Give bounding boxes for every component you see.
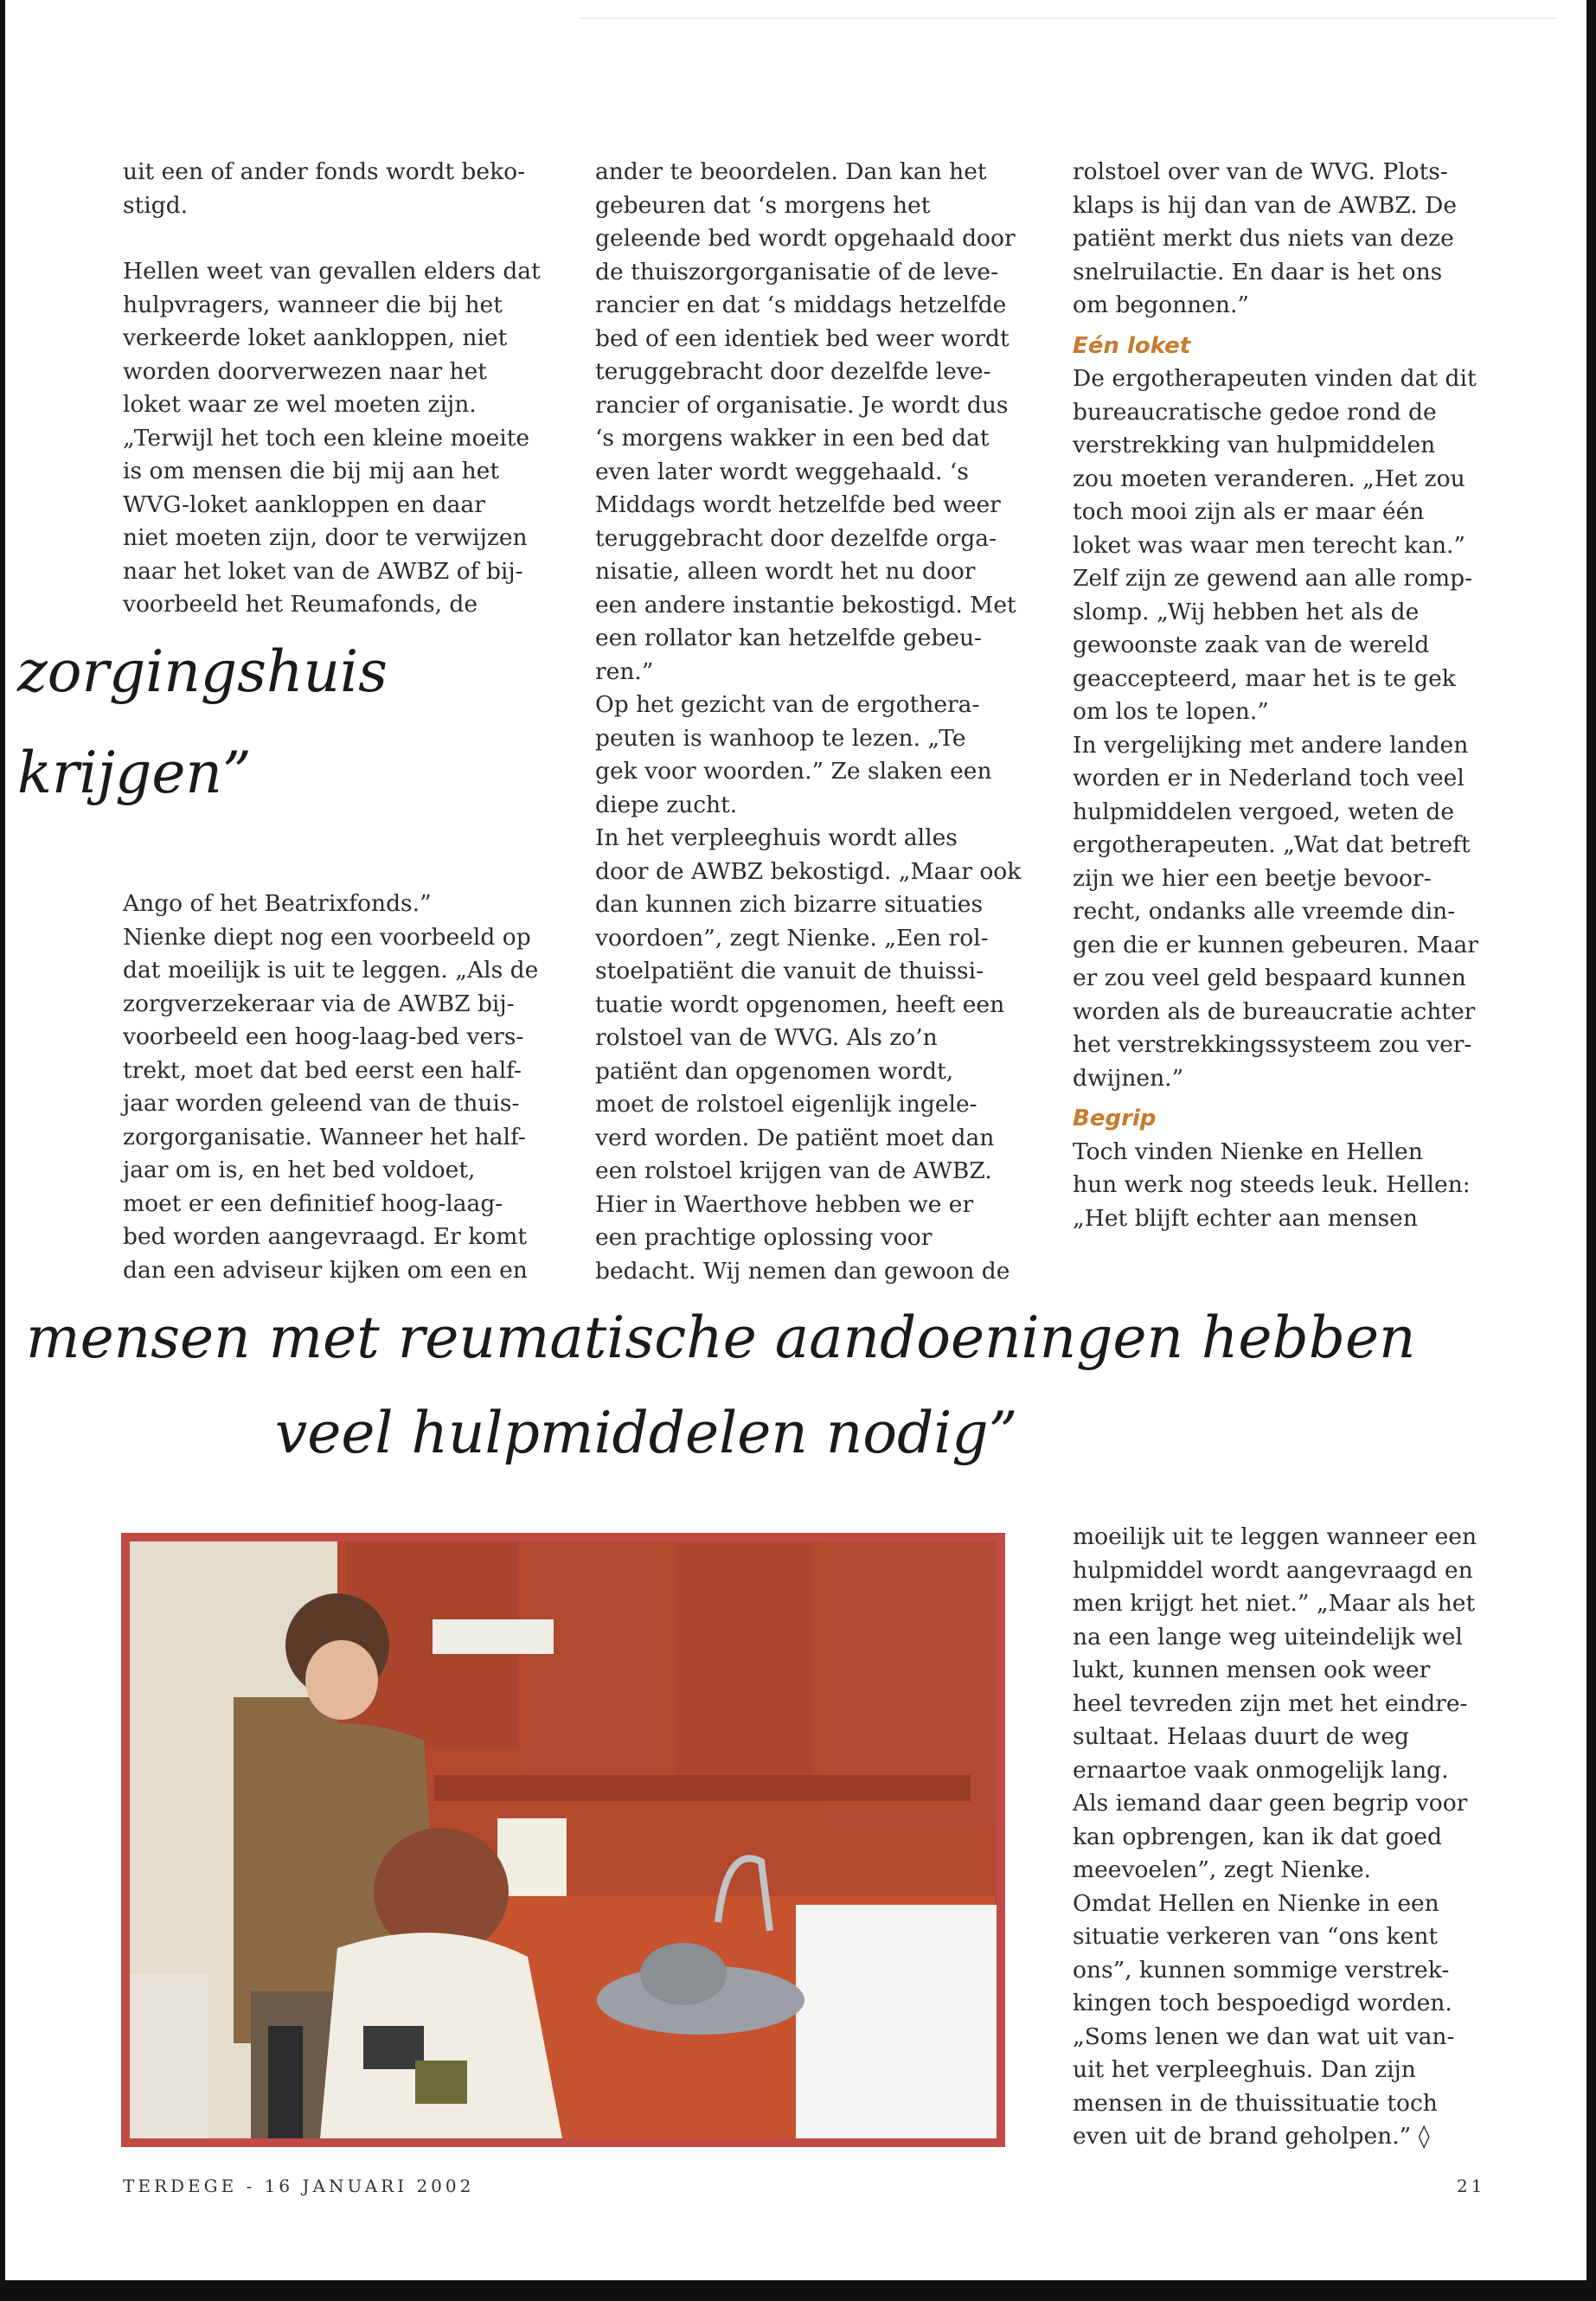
scan-edge-top: [580, 17, 1557, 19]
text-line: worden als de bureaucratie achter: [1073, 997, 1476, 1025]
text-line: De ergotherapeuten vinden dat dit: [1073, 365, 1477, 392]
text-line: zorgverzekeraar via de AWBZ bij-: [123, 990, 515, 1017]
text-line: tuatie wordt opgenomen, heeft een: [595, 990, 1005, 1018]
text-line: zou moeten veranderen. „Het zou: [1073, 465, 1465, 492]
text-line: even later wordt weggehaald. ‘s: [595, 458, 969, 485]
text-line: jaar worden geleend van de thuis-: [123, 1090, 520, 1117]
text-line: rolstoel over van de WVG. Plots-: [1073, 158, 1448, 185]
text-line: gebeuren dat ‘s morgens het: [595, 191, 931, 219]
text-line: lukt, kunnen mensen ook weer: [1073, 1657, 1431, 1683]
paragraph-gap: [123, 222, 541, 255]
text-line: Toch vinden Nienke en Hellen: [1073, 1138, 1423, 1165]
text-line: teruggebracht door dezelfde leve-: [595, 358, 991, 385]
text-line: naar het loket van de AWBZ of bij-: [123, 557, 523, 585]
text-line: hulpmiddelen vergoed, weten de: [1073, 798, 1455, 825]
text-line: de thuiszorgorganisatie of de leve-: [595, 258, 999, 285]
column-2: [595, 156, 1021, 1288]
text-line: dat moeilijk is uit te leggen. „Als de: [123, 957, 539, 984]
text-line: ‘s morgens wakker in een bed dat: [595, 425, 990, 452]
text-line: Hellen weet van gevallen elders dat: [123, 258, 541, 285]
text-line: rancier en dat ‘s middags hetzelfde: [595, 292, 1007, 318]
text-line: uit een of ander fonds wordt beko-: [123, 158, 526, 185]
paragraph-gap: [1073, 1095, 1478, 1102]
text-line: hun werk nog steeds leuk. Hellen:: [1073, 1171, 1471, 1198]
text-line: hulpmiddel wordt aangevraagd en: [1073, 1556, 1473, 1584]
text-line: bedacht. Wij nemen dan gewoon de: [595, 1257, 1010, 1285]
text-line: een andere instantie bekostigd. Met: [595, 591, 1016, 619]
scan-edge-left: [0, 0, 5, 2301]
text-line: mensen in de thuissituatie toch: [1073, 2089, 1438, 2117]
text-line: verkeerde loket aankloppen, niet: [123, 324, 508, 351]
text-line: dwijnen.”: [1073, 1064, 1184, 1092]
text-line: geaccepteerd, maar het is te gek: [1073, 664, 1456, 692]
text-line: stoelpatiënt die vanuit de thuissi-: [595, 958, 984, 984]
text-line: moet de rolstoel eigenlijk ingele-: [595, 1091, 977, 1118]
text-line: uit het verpleeghuis. Dan zijn: [1073, 2056, 1416, 2083]
text-line: patiënt dan opgenomen wordt,: [595, 1057, 954, 1085]
text-line: rancier of organisatie. Je wordt dus: [595, 391, 1009, 419]
text-line: na een lange weg uiteindelijk wel: [1073, 1623, 1463, 1650]
subhead-begrip: Begrip: [1073, 1106, 1157, 1131]
kitchen-photo-illustration: [130, 1541, 997, 2138]
text-line: heel tevreden zijn met het eindre-: [1073, 1689, 1468, 1717]
text-line: snelruilactie. En daar is het ons: [1073, 258, 1443, 285]
text-line: ander te beoordelen. Dan kan het: [595, 158, 987, 185]
text-line: meevoelen”, zegt Nienke.: [1073, 1856, 1371, 1883]
text-line: moet er een definitief hoog-laag-: [123, 1189, 503, 1217]
column-1-top: [123, 156, 541, 622]
text-line: niet moeten zijn, door te verwijzen: [123, 524, 528, 551]
text-line: Hier in Waerthove hebben we er: [595, 1190, 974, 1218]
text-line: trekt, moet dat bed eerst een half-: [123, 1056, 522, 1084]
text-line: loket waar ze wel moeten zijn.: [123, 391, 477, 418]
text-line: recht, ondanks alle vreemde din-: [1073, 898, 1456, 925]
text-line: om begonnen.”: [1073, 292, 1249, 318]
text-line: geleende bed wordt opgehaald door: [595, 225, 1016, 252]
text-line: Omdat Hellen en Nienke in een: [1073, 1889, 1439, 1917]
text-line: bureaucratische gedoe rond de: [1073, 398, 1437, 426]
pull-quote-2-line-1: mensen met reumatische aandoeningen hebben: [26, 1304, 1416, 1371]
text-line: bed worden aangevraagd. Er komt: [123, 1223, 528, 1250]
text-line: ren.”: [595, 657, 654, 685]
text-line: moeilijk uit te leggen wanneer een: [1073, 1523, 1477, 1550]
text-line: verd worden. De patiënt moet dan: [595, 1124, 995, 1151]
text-line: stigd.: [123, 191, 189, 219]
text-line: verstrekking van hulpmiddelen: [1073, 432, 1436, 458]
text-line: om los te lopen.”: [1073, 698, 1269, 725]
text-line: sultaat. Helaas duurt de weg: [1073, 1723, 1410, 1750]
pull-quote-2-line-2: veel hulpmiddelen nodig”: [275, 1400, 1018, 1466]
text-line: Nienke diept nog een voorbeeld op: [123, 923, 531, 951]
text-line: gen die er kunnen gebeuren. Maar: [1073, 931, 1478, 958]
text-line: In het verpleeghuis wordt alles: [595, 824, 958, 851]
text-line: gewoonste zaak van de wereld: [1073, 631, 1430, 658]
text-line: worden doorverwezen naar het: [123, 357, 487, 385]
text-line: Zelf zijn ze gewend aan alle romp-: [1073, 565, 1473, 592]
text-line: peuten is wanhoop te lezen. „Te: [595, 724, 966, 752]
text-line: patiënt merkt dus niets van deze: [1073, 225, 1454, 252]
text-line: diepe zucht.: [595, 791, 738, 818]
text-line: er zou veel geld bespaard kunnen: [1073, 965, 1466, 991]
text-line: nisatie, alleen wordt het nu door: [595, 558, 976, 585]
text-line: teruggebracht door dezelfde orga-: [595, 524, 997, 552]
kitchen-photo: [121, 1533, 1005, 2147]
text-line: het verstrekkingssysteem zou ver-: [1073, 1031, 1472, 1058]
pull-quote-1-line-1: zorgingshuis: [17, 638, 388, 705]
text-line: voorbeeld een hoog-laag-bed vers-: [123, 1023, 524, 1050]
column-3: [1073, 156, 1478, 1235]
text-line: toch mooi zijn als er maar één: [1073, 498, 1425, 525]
scan-edge-bottom: [0, 2280, 1596, 2301]
text-line: hulpvragers, wanneer die bij het: [123, 291, 503, 318]
text-line: ergotherapeuten. „Wat dat betreft: [1073, 831, 1471, 858]
text-line: rolstoel van de WVG. Als zo’n: [595, 1024, 938, 1051]
text-line: men krijgt het niet.” „Maar als het: [1073, 1590, 1476, 1617]
text-line: dan kunnen zich bizarre situaties: [595, 891, 984, 918]
text-line: een prachtige oplossing voor: [595, 1224, 933, 1251]
pull-quote-1-line-2: krijgen”: [17, 740, 252, 806]
text-line: een rolstoel krijgen van de AWBZ.: [595, 1157, 992, 1184]
text-line: zijn we hier een beetje bevoor-: [1073, 864, 1432, 892]
text-line: „Terwijl het toch een kleine moeite: [123, 424, 530, 452]
text-line: klaps is hij dan van de AWBZ. De: [1073, 191, 1458, 219]
text-line: worden er in Nederland toch veel: [1073, 765, 1465, 792]
text-line: ons”, kunnen sommige verstrek-: [1073, 1956, 1450, 1984]
text-line: Op het gezicht van de ergothera-: [595, 691, 980, 718]
text-line: zorgorganisatie. Wanneer het half-: [123, 1123, 526, 1150]
text-line: Ango of het Beatrixfonds.”: [123, 890, 432, 917]
column-3-bottom: [1073, 1521, 1477, 2154]
text-line: voorbeeld het Reumafonds, de: [123, 591, 478, 618]
text-line: kingen toch bespoedigd worden.: [1073, 1990, 1452, 2016]
column-1-bottom: [123, 888, 538, 1287]
text-line: jaar om is, en het bed voldoet,: [123, 1157, 476, 1183]
text-line: In vergelijking met andere landen: [1073, 731, 1469, 759]
text-line: Als iemand daar geen begrip voor: [1073, 1790, 1468, 1817]
text-line: WVG-loket aankloppen en daar: [123, 490, 485, 518]
text-line: even uit de brand geholpen.” ◊: [1073, 2123, 1430, 2150]
text-line: dan een adviseur kijken om een en: [123, 1256, 528, 1284]
text-line: door de AWBZ bekostigd. „Maar ook: [595, 857, 1022, 885]
text-line: kan opbrengen, kan ik dat goed: [1073, 1823, 1442, 1850]
text-line: Middags wordt hetzelfde bed weer: [595, 491, 1001, 518]
text-line: „Het blijft echter aan mensen: [1073, 1204, 1418, 1232]
text-line: loket was waar men terecht kan.”: [1073, 531, 1465, 559]
text-line: ernaartoe vaak onmogelijk lang.: [1073, 1756, 1449, 1784]
text-line: voordoen”, zegt Nienke. „Een rol-: [595, 924, 989, 952]
text-line: situatie verkeren van “ons kent: [1073, 1923, 1439, 1950]
text-line: een rollator kan hetzelfde gebeu-: [595, 625, 982, 651]
text-line: slomp. „Wij hebben het als de: [1073, 598, 1420, 625]
scan-edge-right: [1586, 0, 1596, 2301]
text-line: „Soms lenen we dan wat uit van-: [1073, 2022, 1455, 2050]
footer-publication: TERDEGE - 16 JANUARI 2002: [123, 2176, 475, 2196]
subhead-een-loket: Eén loket: [1073, 332, 1191, 359]
paragraph-gap: [1073, 323, 1478, 330]
text-line: gek voor woorden.” Ze slaken een: [595, 758, 992, 785]
text-line: is om mensen die bij mij aan het: [123, 458, 500, 484]
footer-page-number: 21: [1457, 2176, 1486, 2196]
text-line: bed of een identiek bed weer wordt: [595, 324, 1010, 352]
